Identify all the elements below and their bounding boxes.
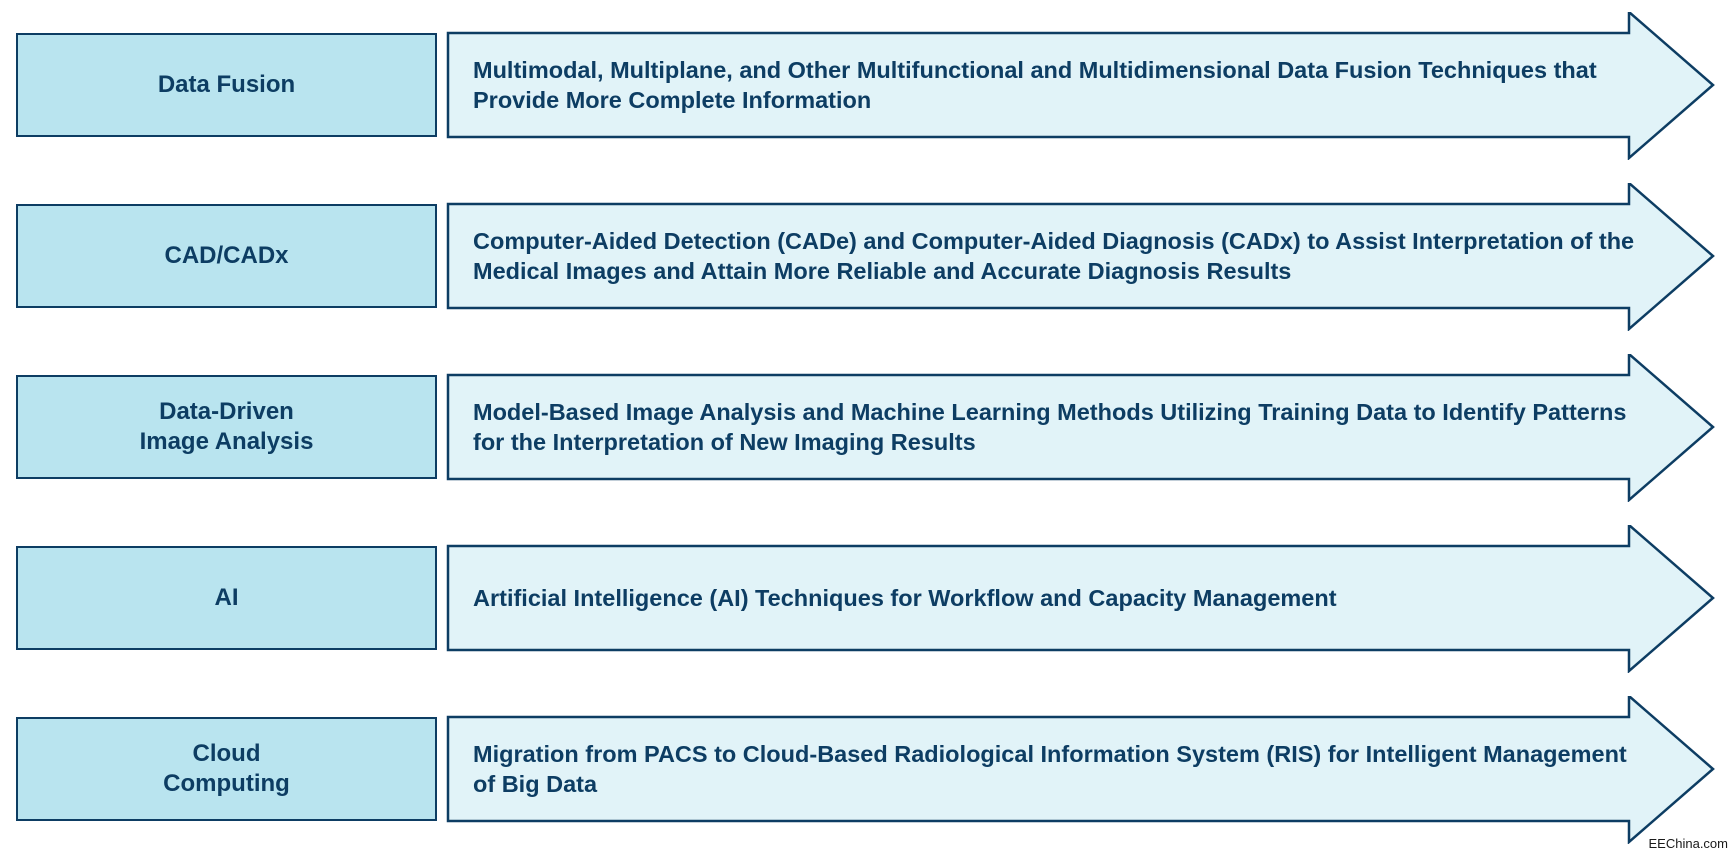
row-description: Artificial Intelligence (AI) Techniques for Workflow and Capacity Management <box>473 585 1337 611</box>
row-description-wrap <box>473 375 1653 479</box>
row-label: AI <box>214 584 239 611</box>
row-label: Cloud Computing <box>163 740 290 797</box>
row-description-wrap <box>473 33 1653 137</box>
row-label: CAD/CADx <box>164 242 289 269</box>
row-ai <box>0 525 1734 673</box>
row-data-fusion <box>0 12 1734 160</box>
row-label: Data-Driven Image Analysis <box>139 398 314 455</box>
row-cloud-computing <box>0 696 1734 844</box>
row-description: Computer-Aided Detection (CADe) and Computer-Aided Diagnosis (CADx) to Assist Interpretation of the Medical Images and Attain More Reliable and Accurate Diagnosis Results <box>473 228 1635 284</box>
watermark: EEChina.com <box>1648 836 1728 851</box>
row-description: Migration from PACS to Cloud-Based Radiological Information System (RIS) for Intelligent Management of Big Data <box>473 741 1627 797</box>
row-description-wrap <box>473 717 1653 821</box>
row-label: Data Fusion <box>157 71 296 98</box>
row-data-driven-image-analysis <box>0 354 1734 502</box>
row-description-wrap <box>473 546 1653 650</box>
row-description: Model-Based Image Analysis and Machine Learning Methods Utilizing Training Data to Identify Patterns for the Interpretation of New Imaging Results <box>473 399 1627 455</box>
row-cad-cadx <box>0 183 1734 331</box>
row-description: Multimodal, Multiplane, and Other Multifunctional and Multidimensional Data Fusion Techniques that Provide More Complete Information <box>473 57 1597 113</box>
row-description-wrap <box>473 204 1653 308</box>
